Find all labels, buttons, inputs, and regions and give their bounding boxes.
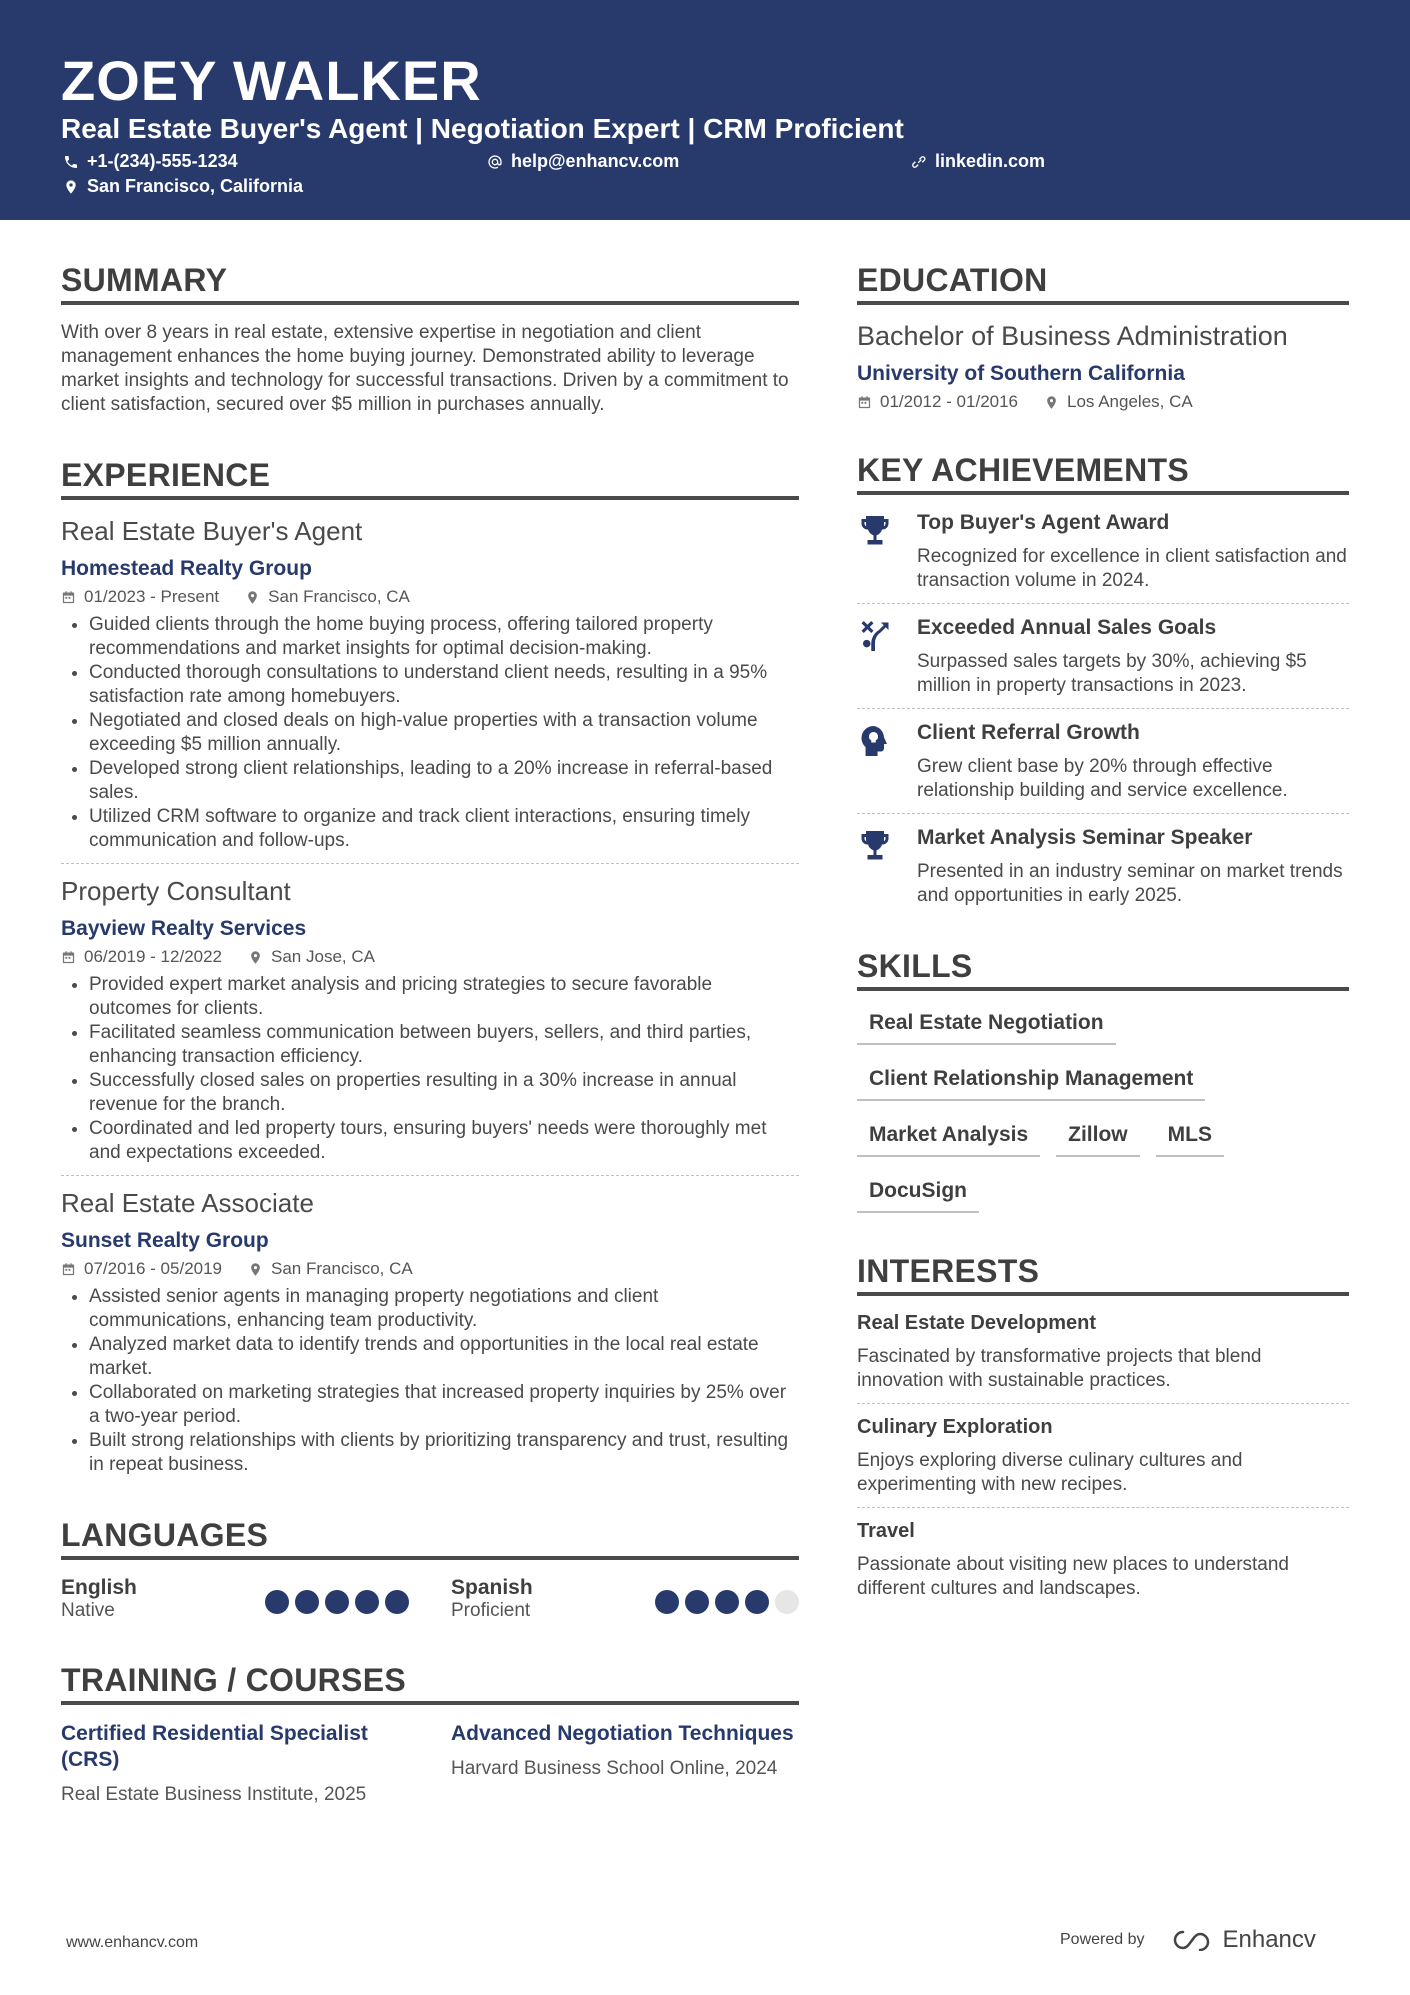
rating-dot-filled [355,1590,379,1614]
job-title: Real Estate Associate [61,1188,314,1218]
brand-name: Enhancv [1222,1926,1316,1953]
job-title: Property Consultant [61,876,291,906]
bullet-item: • Conducted thorough consultations to understand client needs, resulting in a 95% satisfaction rate among homebuyers. [89,661,799,709]
skill-tag: DocuSign [857,1179,979,1213]
training-heading: TRAINING / COURSES [61,1662,799,1705]
location-text: San Francisco, California [87,176,304,196]
company-name: Bayview Realty Services [61,917,307,940]
language-level: Native [61,1600,115,1621]
divider [857,813,1349,814]
job-location: San Francisco, CA [268,587,410,606]
phone-icon [63,154,79,170]
job-bullets [61,1285,799,1477]
education-location: Los Angeles, CA [1067,392,1193,411]
footer-website[interactable]: www.enhancv.com [66,1934,199,1951]
achievement-desc: Grew client base by 20% through effective relationship building and service excellence. [917,756,1288,801]
location-pin-icon [1044,395,1059,410]
job-bullets [61,613,799,853]
phone-text: +1-(234)-555-1234 [87,151,238,171]
trophy-icon [857,828,893,864]
achievement-desc: Recognized for excellence in client satisfaction and transaction volume in 2024. [917,546,1347,591]
skill-tag: Real Estate Negotiation [857,1011,1116,1045]
resume-header [0,0,1410,220]
job-entry [61,1188,799,1477]
course-item [61,1721,409,1807]
location-pin-icon [248,950,263,965]
interest-desc: Fascinated by transformative projects that blend innovation with sustainable practices. [857,1346,1262,1391]
job-dates: 06/2019 - 12/2022 [84,947,223,966]
job-entry [61,876,799,1165]
course-org: Harvard Business School Online, 2024 [451,1758,778,1779]
linkedin-text[interactable]: linkedin.com [935,151,1046,171]
language-rating [265,1590,409,1614]
interest-desc: Passionate about visiting new places to understand different cultures and landscapes. [857,1554,1289,1599]
education-meta [857,392,1349,412]
interest-item [857,1520,1349,1601]
bullet-item: • Developed strong client relationships, leading to a 20% increase in referral-based sales. [89,757,799,805]
education-dates: 01/2012 - 01/2016 [880,392,1019,411]
footer-brand [1060,1926,1316,1954]
achievement-title: Client Referral Growth [917,721,1140,744]
strategy-icon [857,618,893,654]
rating-dot-filled [715,1590,739,1614]
skill-tag: MLS [1156,1123,1224,1157]
achievement-desc: Presented in an industry seminar on market trends and opportunities in early 2025. [917,861,1343,906]
location-pin-icon [63,179,79,195]
interest-item [857,1312,1349,1393]
bullet-item: • Facilitated seamless communication between buyers, sellers, and third parties, enhancing transaction efficiency. [89,1021,799,1069]
language-level: Proficient [451,1600,531,1621]
bullet-item: • Assisted senior agents in managing property negotiations and client communications, enhancing team productivity. [89,1285,799,1333]
course-item [451,1721,799,1807]
course-title: Certified Residential Specialist (CRS) [61,1722,368,1771]
language-item [451,1576,799,1622]
rating-dot-filled [655,1590,679,1614]
language-item [61,1576,409,1622]
right-column [857,262,1349,1601]
divider [857,708,1349,709]
job-dates: 01/2023 - Present [84,587,220,606]
divider [857,1507,1349,1508]
interest-title: Real Estate Development [857,1312,1096,1334]
skill-tag: Client Relationship Management [857,1067,1205,1101]
bullet-item: • Analyzed market data to identify trends and opportunities in the local real estate market. [89,1333,799,1381]
achievement-desc: Surpassed sales targets by 30%, achieving $5 million in property transactions in 2023. [917,651,1307,696]
job-dates: 07/2016 - 05/2019 [84,1259,223,1278]
bullet-item: • Negotiated and closed deals on high-value properties with a transaction volume exceeding $5 million annually. [89,709,799,757]
job-meta [61,947,799,967]
job-meta [61,587,799,607]
candidate-title: Real Estate Buyer's Agent | Negotiation Expert | CRM Proficient [61,113,904,144]
enhancv-logo-icon [1171,1929,1215,1951]
achievement-item [857,721,1349,803]
rating-dot-filled [325,1590,349,1614]
interests-heading: INTERESTS [857,1253,1349,1296]
achievement-item [857,616,1349,698]
rating-dot-empty [775,1590,799,1614]
interest-title: Travel [857,1520,915,1542]
course-title: Advanced Negotiation Techniques [451,1722,794,1745]
summary-heading: SUMMARY [61,262,799,305]
head-idea-icon [857,723,893,759]
achievement-title: Top Buyer's Agent Award [917,511,1170,534]
divider [61,1175,799,1176]
education-heading: EDUCATION [857,262,1349,305]
skill-tag: Market Analysis [857,1123,1040,1157]
divider [61,863,799,864]
calendar-icon [857,395,872,410]
divider [857,603,1349,604]
candidate-name: ZOEY WALKER [61,49,482,112]
bullet-item: • Coordinated and led property tours, ensuring buyers' needs were thoroughly met and expectations exceeded. [89,1117,799,1165]
bullet-item: • Built strong relationships with clients by prioritizing transparency and trust, resulting in repeat business. [89,1429,799,1477]
job-location: San Francisco, CA [271,1259,413,1278]
location-pin-icon [245,590,260,605]
bullet-item: • Collaborated on marketing strategies that increased property inquiries by 25% over a two-year period. [89,1381,799,1429]
language-name: English [61,1576,137,1599]
bullet-item: • Guided clients through the home buying process, offering tailored property recommendations and market insights for optimal decision-making. [89,613,799,661]
achievements-heading: KEY ACHIEVEMENTS [857,452,1349,495]
skills-heading: SKILLS [857,948,1349,991]
languages-list [61,1576,799,1622]
language-rating [655,1590,799,1614]
achievement-item [857,826,1349,908]
company-name: Homestead Realty Group [61,557,312,580]
rating-dot-filled [385,1590,409,1614]
contact-linkedin[interactable] [911,151,1045,172]
interest-desc: Enjoys exploring diverse culinary cultures and experimenting with new recipes. [857,1450,1243,1495]
contact-location [63,176,303,197]
job-meta [61,1259,799,1279]
achievement-title: Market Analysis Seminar Speaker [917,826,1253,849]
location-pin-icon [248,1262,263,1277]
calendar-icon [61,1262,76,1277]
company-name: Sunset Realty Group [61,1229,269,1252]
degree-title: Bachelor of Business Administration [857,321,1288,351]
bullet-item: • Successfully closed sales on properties resulting in a 30% increase in annual revenue for the branch. [89,1069,799,1117]
job-location: San Jose, CA [271,947,375,966]
course-org: Real Estate Business Institute, 2025 [61,1784,367,1805]
contact-phone [63,151,238,172]
skill-tag: Zillow [1056,1123,1140,1157]
powered-by-text: Powered by [1060,1931,1145,1948]
school-name: University of Southern California [857,362,1185,385]
achievement-item [857,511,1349,593]
job-bullets [61,973,799,1165]
rating-dot-filled [685,1590,709,1614]
enhancv-logo[interactable] [1171,1926,1316,1954]
calendar-icon [61,950,76,965]
bullet-item: • Utilized CRM software to organize and track client interactions, ensuring timely communication and follow-ups. [89,805,799,853]
divider [857,1403,1349,1404]
job-entry [61,516,799,853]
experience-heading: EXPERIENCE [61,457,799,500]
rating-dot-filled [745,1590,769,1614]
interest-title: Culinary Exploration [857,1416,1053,1438]
link-icon [911,154,927,170]
interest-item [857,1416,1349,1497]
contact-email[interactable] [487,151,679,172]
rating-dot-filled [265,1590,289,1614]
bullet-item: • Provided expert market analysis and pricing strategies to secure favorable outcomes for clients. [89,973,799,1021]
left-column [61,262,799,1807]
skills-list [857,1011,1349,1213]
languages-heading: LANGUAGES [61,1517,799,1560]
summary-text: With over 8 years in real estate, extensive expertise in negotiation and client management enhances the home buying journey. Demonstrated ability to leverage market insights and technology for successful transactions. Driven by a commitment to client satisfaction, secured over $5 million in purchases annually. [61,322,789,415]
language-name: Spanish [451,1576,533,1599]
calendar-icon [61,590,76,605]
email-text[interactable]: help@enhancv.com [511,151,680,171]
training-list [61,1721,799,1807]
at-icon [487,154,503,170]
achievement-title: Exceeded Annual Sales Goals [917,616,1217,639]
trophy-icon [857,513,893,549]
job-title: Real Estate Buyer's Agent [61,516,363,546]
rating-dot-filled [295,1590,319,1614]
